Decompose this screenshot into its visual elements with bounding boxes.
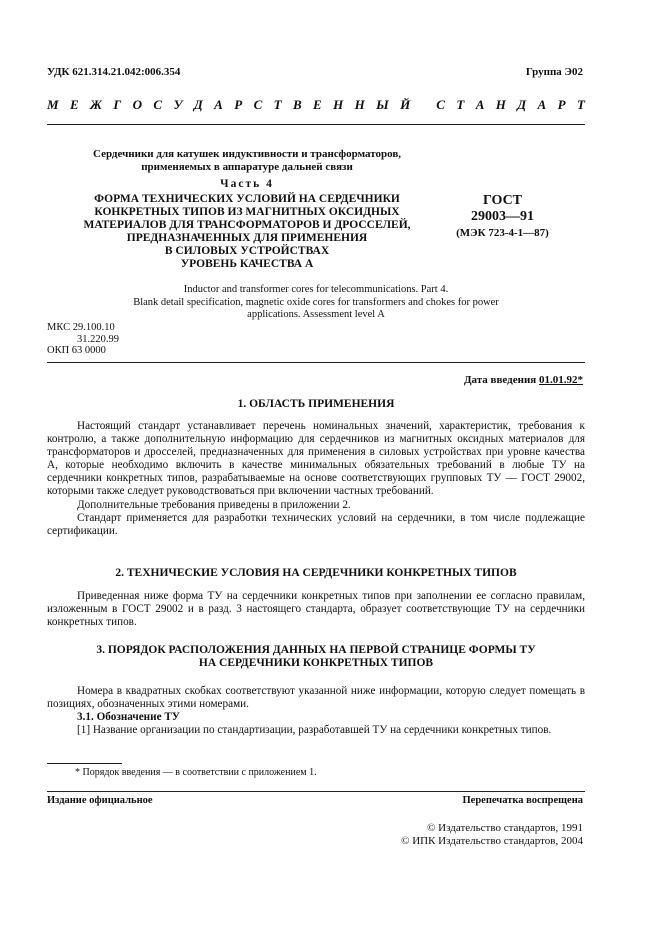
subsection-3-1-heading: 3.1. Обозначение ТУ — [77, 711, 181, 724]
banner-letter: Т — [456, 97, 465, 112]
banner-letter: С — [436, 97, 445, 112]
banner-letter: Ж — [90, 97, 102, 112]
banner-letter: Т — [576, 97, 585, 112]
title-part: Часть 4 — [220, 178, 274, 190]
english-title-line: Blank detail specification, magnetic oxide cores for transformers and chokes for power — [133, 296, 499, 308]
official-edition-label: Издание официальное — [47, 795, 153, 806]
gost-designation — [445, 193, 560, 241]
interstate-standard-banner — [47, 97, 585, 113]
gost-label: ГОСТ — [482, 193, 523, 208]
banner-letter: Н — [333, 97, 344, 112]
title-main — [47, 193, 447, 271]
title-general — [47, 148, 447, 174]
banner-letter: Д — [193, 97, 203, 112]
footnote: * Порядок введения — в соответствии с приложением 1. — [75, 767, 317, 778]
section-2-heading: 2. ТЕХНИЧЕСКИЕ УСЛОВИЯ НА СЕРДЕЧНИКИ КОНКРЕТНЫХ ТИПОВ — [115, 567, 517, 579]
iec-reference: (МЭК 723-4-1—87) — [456, 227, 549, 239]
title-divider — [47, 362, 585, 363]
section-2-paragraph: Приведенная ниже форма ТУ на сердечники конкретных типов при заполнении ее согласно правилам, изложенным в ГОСТ 29002 и в разд. 3 настоящего стандарта, образует соответствующие ТУ на сердечники конкретных типов. — [47, 590, 585, 629]
classification-codes — [47, 322, 119, 357]
section-1-paragraph: Дополнительные требования приведены в приложении 2. — [77, 498, 351, 511]
banner-letter: А — [475, 97, 485, 112]
banner-letter: М — [47, 97, 59, 112]
english-title — [47, 284, 585, 322]
mks-code-1: МКС 29.100.10 — [47, 322, 115, 333]
banner-letter: О — [132, 97, 142, 112]
banner-letter: У — [173, 97, 183, 112]
section-1-paragraph: Стандарт применяется для разработки технических условий на сердечники, в том числе подлежащие сертификации. — [47, 511, 585, 537]
banner-letter: Д — [517, 97, 527, 112]
section-1-body — [47, 420, 585, 538]
title-general-line1: Сердечники для катушек индуктивности и трансформаторов, — [92, 148, 402, 160]
title-main-line: КОНКРЕТНЫХ ТИПОВ ИЗ МАГНИТНЫХ ОКСИДНЫХ — [94, 206, 400, 218]
banner-letter: Г — [113, 97, 122, 112]
section-3-heading-line: НА СЕРДЕЧНИКИ КОНКРЕТНЫХ ТИПОВ — [198, 657, 434, 669]
banner-letter: Ы — [376, 97, 389, 112]
banner-letter: Е — [69, 97, 79, 112]
copyright-line: © Издательство стандартов, 1991 — [427, 822, 583, 834]
title-main-line: ПРЕДНАЗНАЧЕННЫХ ДЛЯ ПРИМЕНЕНИЯ — [126, 232, 368, 244]
section-3-body — [47, 685, 585, 737]
section-3-heading-line: 3. ПОРЯДОК РАСПОЛОЖЕНИЯ ДАННЫХ НА ПЕРВОЙ СТРАНИЦЕ ФОРМЫ ТУ — [96, 644, 536, 656]
title-main-line: УРОВЕНЬ КАЧЕСТВА А — [180, 258, 314, 270]
banner-letter: А — [214, 97, 223, 112]
title-main-line: В СИЛОВЫХ УСТРОЙСТВАХ — [164, 245, 330, 257]
copyright-block — [401, 822, 583, 847]
english-title-line: Inductor and transformer cores for telecommunications. Part 4. — [183, 284, 449, 295]
banner-letter: С — [153, 97, 163, 112]
section-3-heading — [47, 644, 585, 670]
effective-date-value: 01.01.92* — [539, 374, 583, 386]
section-2-body — [47, 590, 585, 629]
banner-letter: Е — [313, 97, 322, 112]
banner-letter: Р — [234, 97, 243, 112]
section-3-paragraph: Номера в квадратных скобках соответствуют указанной ниже информации, которую следует помещать в позициях, обозначенных этими номерами. — [47, 685, 585, 711]
section-1-heading: 1. ОБЛАСТЬ ПРИМЕНЕНИЯ — [237, 398, 395, 410]
section-1-paragraph: Настоящий стандарт устанавливает перечень номинальных значений, характеристик, требования к контролю, а также дополнительную информацию для сердечников из магнитных оксидных материалов для трансформаторов и дросселей, предназначенных для применения в силовых устройствах при уровне качества А, которые необходимо включить в качестве минимальных обязательных требований в любые ТУ на сердечники конкретных типов, разрабатываемые на основе соответствующих групповых ТУ — ГОСТ 29002, которыми также следует руководствоваться при включении частных требований. — [47, 420, 585, 498]
title-main-line: ФОРМА ТЕХНИЧЕСКИХ УСЛОВИЙ НА СЕРДЕЧНИКИ — [94, 193, 400, 205]
banner-letter: Н — [354, 97, 365, 112]
banner-letter: В — [292, 97, 302, 112]
effective-date — [464, 374, 583, 386]
banner-letter: Р — [557, 97, 566, 112]
section-3-paragraph: [1] Название организации по стандартизации, разработавшей ТУ на сердечники конкретных типов. — [77, 724, 552, 737]
effective-date-label: Дата введения — [463, 374, 537, 386]
english-title-line: applications. Assessment level A — [247, 309, 385, 320]
mks-code-2: 31.220.99 — [77, 333, 119, 345]
title-general-line2: применяемых в аппаратуре дальней связи — [141, 161, 353, 173]
group-code: Группа Э02 — [525, 66, 583, 78]
footnote-divider — [47, 763, 122, 764]
title-main-line: МАТЕРИАЛОВ ДЛЯ ТРАНСФОРМАТОРОВ И ДРОССЕЛЕЙ, — [83, 219, 411, 231]
banner-letter: А — [537, 97, 547, 112]
copyright-line: © ИПК Издательство стандартов, 2004 — [401, 834, 583, 847]
banner-letter: Й — [400, 97, 411, 112]
footer-divider — [47, 791, 585, 792]
okp-code: ОКП 63 0000 — [47, 345, 106, 356]
header-divider — [47, 124, 585, 125]
reprint-prohibited-label: Перепечатка воспрещена — [462, 795, 583, 806]
gost-number: 29003—91 — [471, 209, 534, 224]
udk-code: УДК 621.314.21.042:006.354 — [47, 66, 181, 78]
banner-letter — [422, 97, 425, 113]
banner-letter: Т — [273, 97, 282, 112]
banner-letter: Н — [495, 97, 506, 112]
banner-letter: С — [253, 97, 263, 112]
